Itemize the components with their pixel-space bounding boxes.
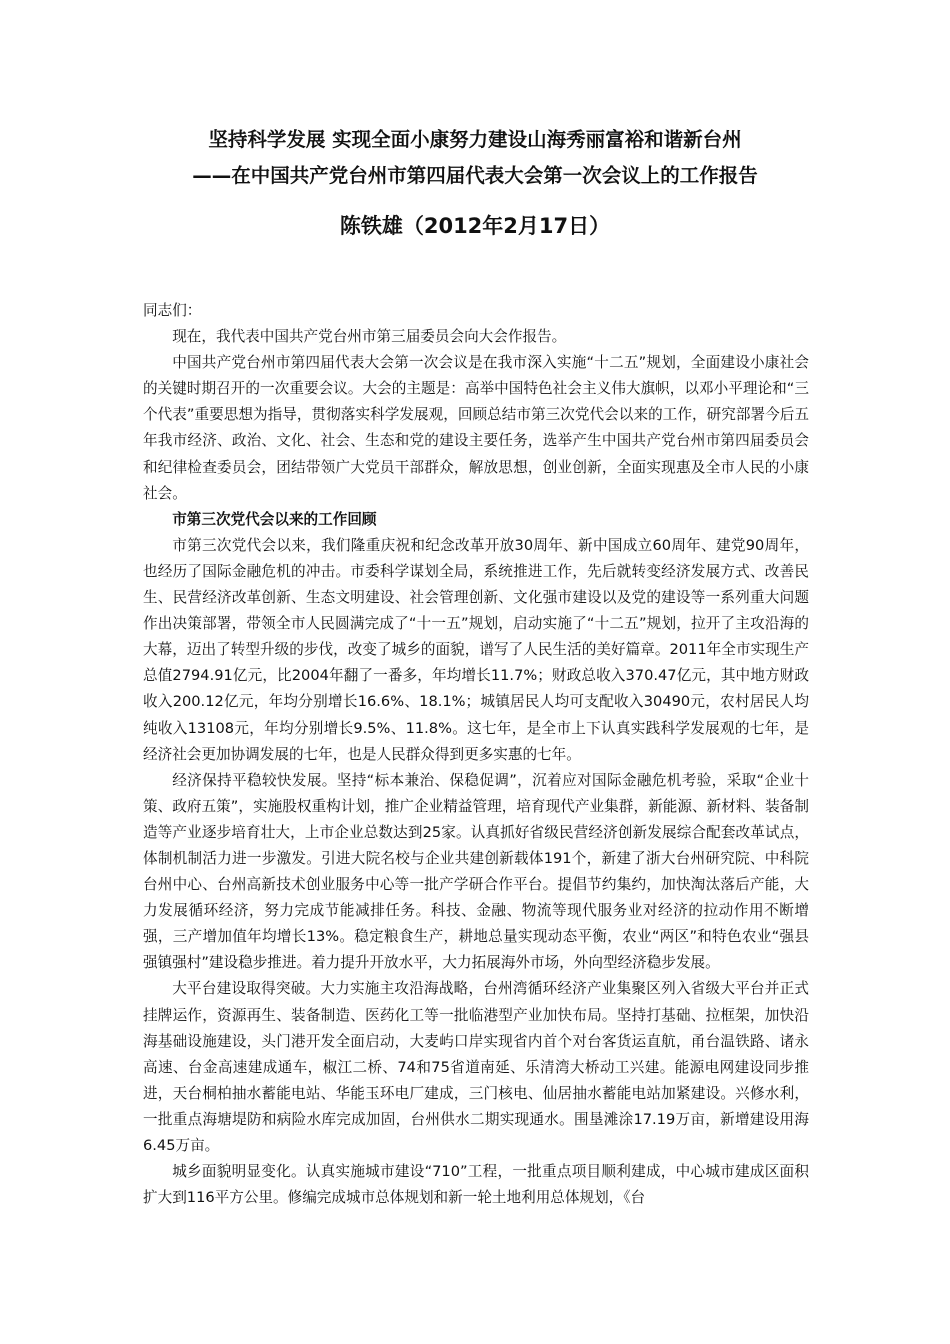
paragraph-urban-rural: 城乡面貌明显变化。认真实施城市建设“710”工程，一批重点项目顺利建成，中心城市建成区面积扩大到116平方公里。修编完成城市总体规划和新一轮土地利用总体规划，《台	[143, 1163, 809, 1207]
document-title: 坚持科学发展 实现全面小康努力建设山海秀丽富裕和谐新台州	[208, 128, 742, 151]
document-body	[143, 298, 809, 1211]
paragraph-intro: 现在，我代表中国共产党台州市第三届委员会向大会作报告。	[172, 328, 567, 346]
paragraph-review: 市第三次党代会以来，我们隆重庆祝和纪念改革开放30周年、新中国成立60周年、建党90周年，也经历了国际金融危机的冲击。市委科学谋划全局，系统推进工作，先后就转变经济发展方式、改善民生、民营经济改革创新、生态文明建设、社会管理创新、文化强市建设以及党的建设等一系列重大问题作出决策部署，带领全市人民圆满完成了“十一五”规划，启动实施了“十二五”规划，拉开了主攻沿海的大幕，迈出了转型升级的步伐，改变了城乡的面貌，谱写了人民生活的美好篇章。2011年全市实现生产总值2794.91亿元，比2004年翻了一番多，年均增长11.7%；财政总收入370.47亿元，其中地方财政收入200.12亿元，年均分别增长16.6%、18.1%；城镇居民人均可支配收入30490元，农村居民人均纯收入13108元，年均分别增长9.5%、11.8%。这七年，是全市上下认真实践科学发展观的七年，是经济社会更加协调发展的七年，也是人民群众得到更多实惠的七年。	[143, 536, 809, 763]
salutation: 同志们：	[143, 302, 202, 319]
document-subtitle: ——在中国共产党台州市第四届代表大会第一次会议上的工作报告	[192, 164, 758, 187]
section-heading: 市第三次党代会以来的工作回顾	[172, 510, 377, 528]
paragraph-platform: 大平台建设取得突破。大力实施主攻沿海战略，台州湾循环经济产业集聚区列入省级大平台并正式挂牌运作，资源再生、装备制造、医药化工等一批临港型产业加快布局。坚持打基础、拉框架，加快沿海基础设施建设，头门港开发全面启动，大麦屿口岸实现省内首个对台客货运直航，甬台温铁路、诸永高速、台金高速建成通车，椒江二桥、74和75省道南延、乐清湾大桥动工兴建。能源电网建设同步推进，天台桐柏抽水蓄能电站、华能玉环电厂建成，三门核电、仙居抽水蓄能电站加紧建设。兴修水利，一批重点海塘堤防和病险水库完成加固，台州供水二期实现通水。围垦滩涂17.19万亩，新增建设用海6.45万亩。	[143, 980, 809, 1154]
paragraph-meeting: 中国共产党台州市第四届代表大会第一次会议是在我市深入实施“十二五”规划，全面建设小康社会的关键时期召开的一次重要会议。大会的主题是：高举中国特色社会主义伟大旗帜，以邓小平理论和“三个代表”重要思想为指导，贯彻落实科学发展观，回顾总结市第三次党代会以来的工作，研究部署今后五年我市经济、政治、文化、社会、生态和党的建设主要任务，选举产生中国共产党台州市第四届委员会和纪律检查委员会，团结带领广大党员干部群众，解放思想，创业创新，全面实现惠及全市人民的小康社会。	[143, 354, 809, 502]
author-date-line: 陈铁雄（2012年2月17日）	[339, 214, 611, 238]
paragraph-economy: 经济保持平稳较快发展。坚持“标本兼治、保稳促调”，沉着应对国际金融危机考验，采取“企业十策、政府五策”，实施股权重构计划，推广企业精益管理，培育现代产业集群，新能源、新材料、装备制造等产业逐步培育壮大，上市企业总数达到25家。认真抓好省级民营经济创新发展综合配套改革试点，体制机制活力进一步激发。引进大院名校与企业共建创新载体191个，新建了浙大台州研究院、中科院台州中心、台州高新技术创业服务中心等一批产学研合作平台。提倡节约集约，加快淘汰落后产能，大力发展循环经济，努力完成节能减排任务。科技、金融、物流等现代服务业对经济的拉动作用不断增强，三产增加值年均增长13%。稳定粮食生产，耕地总量实现动态平衡，农业“两区”和特色农业“强县强镇强村”建设稳步推进。着力提升开放水平，大力拓展海外市场，外向型经济稳步发展。	[143, 771, 809, 972]
